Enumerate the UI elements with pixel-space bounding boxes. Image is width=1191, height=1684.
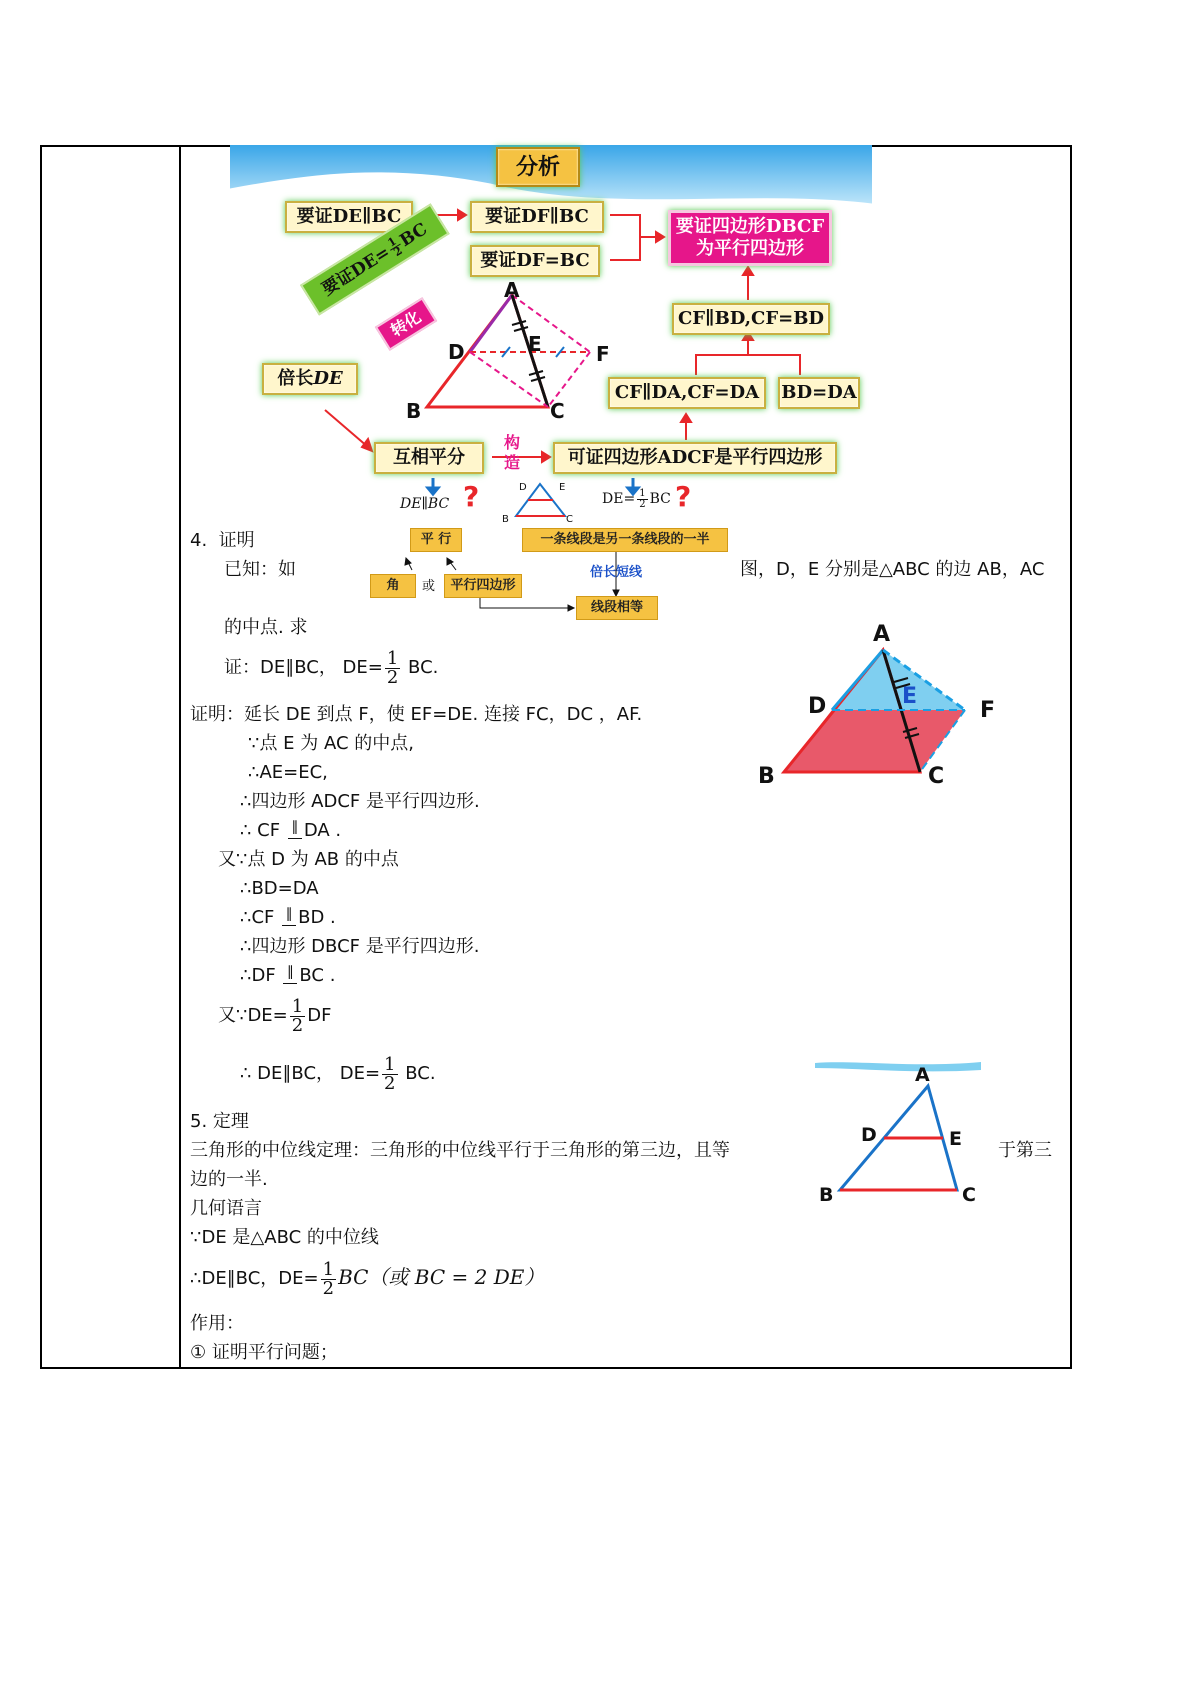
- fig2-label-f: F: [980, 698, 996, 723]
- mini-mindmap: [370, 526, 730, 618]
- mini-angle: 角: [370, 574, 416, 598]
- fig1-label-c: C: [550, 399, 565, 423]
- given-suffix: 图，D，E 分别是△ABC 的边 AB，AC: [740, 559, 1045, 580]
- fig1-label-d: D: [448, 340, 465, 364]
- geometric-language-label: 几何语言: [190, 1198, 262, 1219]
- fig3-label-e: E: [949, 1128, 962, 1150]
- fig1-label-a: A: [504, 278, 520, 302]
- green-banner-suffix: BC: [396, 219, 431, 252]
- theorem-heading: 5. 定理: [190, 1111, 249, 1132]
- box-adcf-parallelogram: 可证四边形ADCF是平行四边形: [553, 442, 837, 474]
- question-half-num: 1: [639, 487, 646, 499]
- mini-parallelogram: 平行四边形: [444, 574, 522, 598]
- question-half-den: 2: [639, 498, 646, 510]
- proof-figure: [750, 620, 1010, 800]
- fig2-label-e: E: [902, 684, 918, 709]
- green-banner-fraction-den: 2: [391, 243, 405, 260]
- theorem-conclusion: [190, 1256, 544, 1300]
- proof-line-7: ∴BD=DA: [240, 878, 319, 899]
- proof-line-2: ∵点 E 为 AC 的中点,: [248, 733, 414, 754]
- mini-fig-label-d: D: [519, 482, 527, 493]
- mini-double-short: 倍长短线: [590, 565, 643, 580]
- parallelogram-line-1: 要证四边形DBCF: [675, 216, 825, 237]
- prove-prefix: 证：DE∥BC， DE=: [224, 657, 383, 678]
- given-line-2: 的中点. 求: [224, 617, 308, 638]
- question-half-prefix: DE=: [602, 491, 636, 507]
- mini-fig-label-c: C: [566, 514, 573, 525]
- fig2-label-c: C: [928, 764, 945, 789]
- fig3-label-b: B: [819, 1184, 834, 1206]
- parallel-symbol-3: ∥: [286, 964, 294, 980]
- proof-heading-num: 4.: [190, 530, 208, 551]
- fig2-label-d: D: [808, 694, 827, 719]
- box-extend-text: 倍长: [277, 368, 314, 389]
- theorem-frac-num: 1: [322, 1258, 335, 1280]
- proof-line-5: [240, 820, 341, 843]
- table-column-divider: [179, 145, 181, 1367]
- prove-suffix: BC.: [402, 657, 439, 678]
- box-prove-df-parallel-bc: 要证DF∥BC: [470, 201, 604, 233]
- prove-frac-num: 1: [386, 647, 399, 669]
- parallel-equal-symbol-2: [280, 907, 298, 930]
- fig1-label-b: B: [406, 399, 422, 423]
- gouzao-char-2: 造: [503, 453, 520, 472]
- fig2-label-b: B: [758, 764, 775, 789]
- theorem-frac-den: 2: [322, 1277, 335, 1299]
- theorem-condition: ∵DE 是△ABC 的中位线: [190, 1227, 379, 1248]
- mini-segment-half: 一条线段是另一条线段的一半: [522, 528, 728, 552]
- proof-line-8-b: BD .: [298, 907, 336, 928]
- svg-text:?: ?: [675, 480, 692, 513]
- proof-line-12-a: ∴ DE∥BC， DE=: [240, 1063, 381, 1084]
- parallelogram-line-2: 为平行四边形: [696, 238, 804, 259]
- proof-line-6: 又∵点 D 为 AB 的中点: [218, 849, 399, 870]
- parallel-symbol-2: ∥: [285, 906, 293, 922]
- proof-line-10: [240, 965, 335, 988]
- box-extend-var: DE: [313, 368, 343, 389]
- question-half-suffix: BC: [649, 491, 671, 507]
- box-prove-dbcf-parallelogram: [668, 210, 832, 266]
- proof-line-8: [240, 907, 336, 930]
- gouzao-char-1: 构: [503, 433, 520, 452]
- question-row: [390, 478, 710, 528]
- theorem-use-1: ① 证明平行问题；: [190, 1342, 338, 1363]
- question-parallel-text: DE∥BC: [400, 496, 450, 512]
- zhuanhua-label: 转化: [375, 297, 437, 350]
- theorem-figure: [815, 1060, 985, 1210]
- given-prefix: 已知：如: [224, 559, 296, 580]
- mini-fig-label-b: B: [502, 514, 509, 525]
- box-prove-de-parallel-bc: 要证DE∥BC: [285, 201, 413, 233]
- proof-12-frac-num: 1: [384, 1053, 396, 1075]
- parallel-equal-symbol: [286, 820, 304, 843]
- proof-heading-text: 证明: [218, 530, 255, 551]
- analysis-diagram: [230, 145, 872, 480]
- proof-line-11-b: DF: [307, 1005, 332, 1026]
- proof-line-4: ∴四边形 ADCF 是平行四边形.: [240, 791, 480, 812]
- prove-statement: [224, 648, 438, 688]
- prove-frac-den: 2: [386, 666, 399, 688]
- theorem-conclusion-expr: BC（或 BC = 2 DE）: [338, 1265, 545, 1289]
- proof-11-frac-num: 1: [291, 995, 304, 1017]
- parallel-equal-symbol-3: [281, 965, 299, 988]
- box-bd-da: BD=DA: [778, 377, 860, 409]
- fig3-label-a: A: [915, 1064, 930, 1086]
- proof-line-10-b: BC .: [299, 965, 336, 986]
- green-banner-fraction-num: 1: [385, 234, 399, 250]
- box-extend-de: [262, 363, 358, 395]
- box-cf-da: CF∥DA,CF=DA: [608, 377, 766, 409]
- fig3-label-d: D: [861, 1124, 877, 1146]
- proof-line-9: ∴四边形 DBCF 是平行四边形.: [240, 936, 480, 957]
- proof-figure-svg: [750, 620, 1010, 800]
- mini-segment-equal: 线段相等: [576, 596, 658, 620]
- mini-fig-label-e: E: [559, 482, 566, 493]
- mini-or: 或: [422, 579, 436, 594]
- svg-text:?: ?: [463, 480, 480, 513]
- theorem-use-label: 作用：: [190, 1313, 244, 1334]
- proof-line-12: [240, 1054, 436, 1094]
- proof-line-10-a: ∴DF: [240, 965, 282, 986]
- box-cf-bd: CF∥BD,CF=BD: [672, 303, 830, 335]
- box-mutual-bisect: 互相平分: [374, 442, 484, 474]
- fig1-label-f: F: [596, 342, 610, 366]
- proof-11-frac-den: 2: [291, 1014, 304, 1036]
- fig1-label-e: E: [528, 332, 542, 356]
- proof-line-5-b: DA .: [303, 820, 342, 841]
- proof-line-11: [218, 996, 331, 1036]
- proof-heading: [190, 530, 255, 552]
- parallel-symbol: ∥: [291, 819, 299, 835]
- proof-line-12-b: BC.: [399, 1063, 436, 1084]
- fig2-label-a: A: [873, 622, 891, 647]
- proof-line-8-a: ∴CF: [240, 907, 281, 928]
- mini-parallel: 平 行: [410, 528, 462, 552]
- theorem-statement-line-2: 边的一半.: [190, 1169, 268, 1190]
- box-prove-df-equal-bc: 要证DF=BC: [470, 245, 600, 277]
- proof-12-frac-den: 2: [384, 1072, 396, 1094]
- analysis-title-box: 分析: [496, 147, 580, 187]
- proof-line-11-a: 又∵DE=: [218, 1005, 288, 1026]
- proof-line-5-a: ∴ CF: [240, 820, 286, 841]
- proof-line-1: 证明：延长 DE 到点 F，使 EF=DE. 连接 FC，DC ，AF.: [190, 704, 643, 725]
- fig3-label-c: C: [962, 1184, 976, 1206]
- proof-line-3: ∴AE=EC,: [248, 762, 328, 783]
- question-half-text: [602, 488, 671, 510]
- theorem-statement-tail: 于第三: [998, 1140, 1052, 1161]
- theorem-conclusion-prefix: ∴DE∥BC，DE=: [190, 1268, 319, 1289]
- gouzao-label: [502, 433, 522, 473]
- green-banner-text: 要证DE=: [318, 242, 394, 300]
- theorem-statement: 三角形的中位线定理：三角形的中位线平行于三角形的第三边，且等: [190, 1140, 730, 1161]
